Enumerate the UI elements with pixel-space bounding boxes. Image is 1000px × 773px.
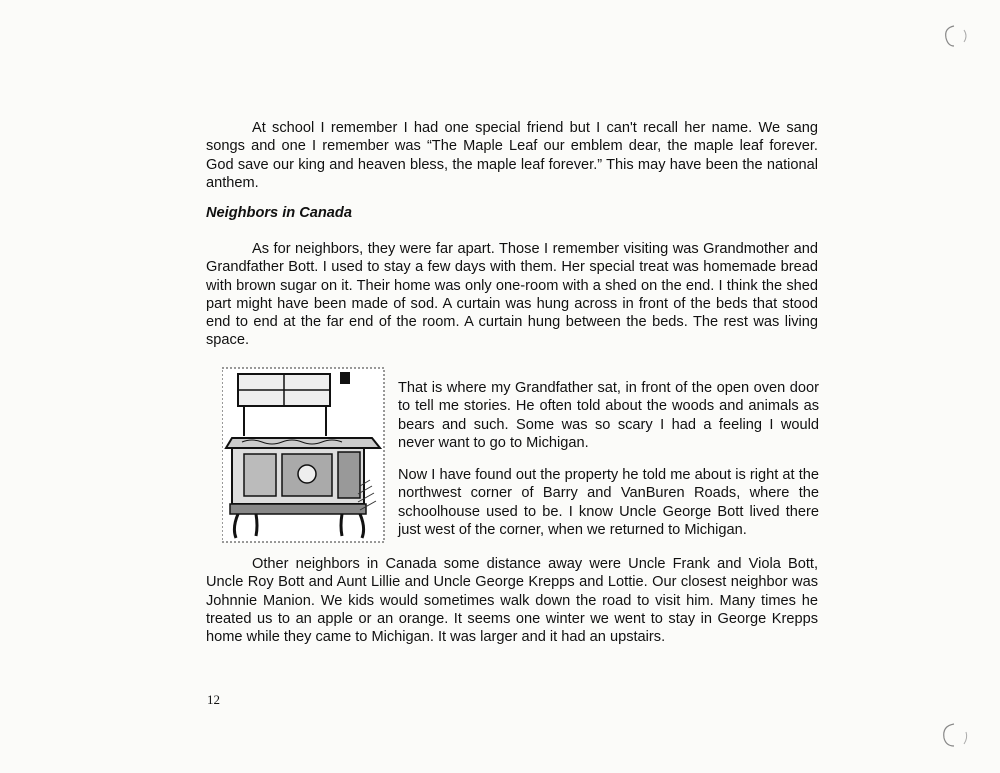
- paragraph-school-text: At school I remember I had one special friend but I can't recall her name. We sang songs and one I remember was “The Maple Leaf our emblem dear, the maple leaf forever. God save our king and heaven bless, the maple leaf forever.” This may have been the national anthem.: [206, 120, 818, 191]
- paragraph-other-neighbors-text: Other neighbors in Canada some distance away were Uncle Frank and Viola Bott, Uncle Roy Bott and Aunt Lillie and Uncle George Krepps and Lottie. Our closest neighbor was Johnnie Manion. We kids would sometimes walk down the road to visit him. Many times he treated us to an apple or an orange. It seems one winter we went to stay in George Krepps home while they came to Michigan. It was larger and it had an upstairs.: [206, 556, 818, 646]
- paragraph-neighbors-text: As for neighbors, they were far apart. Those I remember visiting was Grandmother and Grandfather Bott. I used to stay a few days with them. Her special treat was homemade bread with brown sugar on it. Their home was only one-room with a shed on the end. I think the shed part might have been made of sod. A curtain was hung across in front of the beds that stood end to end at the far end of the room. A curtain hung between the beds. The rest was living space.: [206, 241, 818, 349]
- paragraph-school: [206, 119, 818, 192]
- page-number: 12: [207, 692, 220, 707]
- section-heading: Neighbors in Canada: [206, 205, 352, 221]
- punch-hole-mark-top: [938, 20, 974, 52]
- side-paragraph-property: Now I have found out the property he told me about is right at the northwest corner of Barry and VanBuren Roads, where the schoolhouse used to be. I know Uncle George Bott lived there just west of the corner, when we returned to Michigan.: [398, 467, 819, 538]
- paragraph-neighbors: [206, 240, 818, 350]
- paragraph-other-neighbors: [206, 555, 818, 646]
- wood-stove-illustration: [222, 366, 386, 544]
- side-paragraph-grandfather: That is where my Grandfather sat, in front of the open oven door to tell me stories. He often told about the woods and animals as bears and such. Some was so scary I had a feeling I would never want to go to Michigan.: [398, 380, 819, 451]
- punch-hole-mark-bottom: [936, 718, 976, 752]
